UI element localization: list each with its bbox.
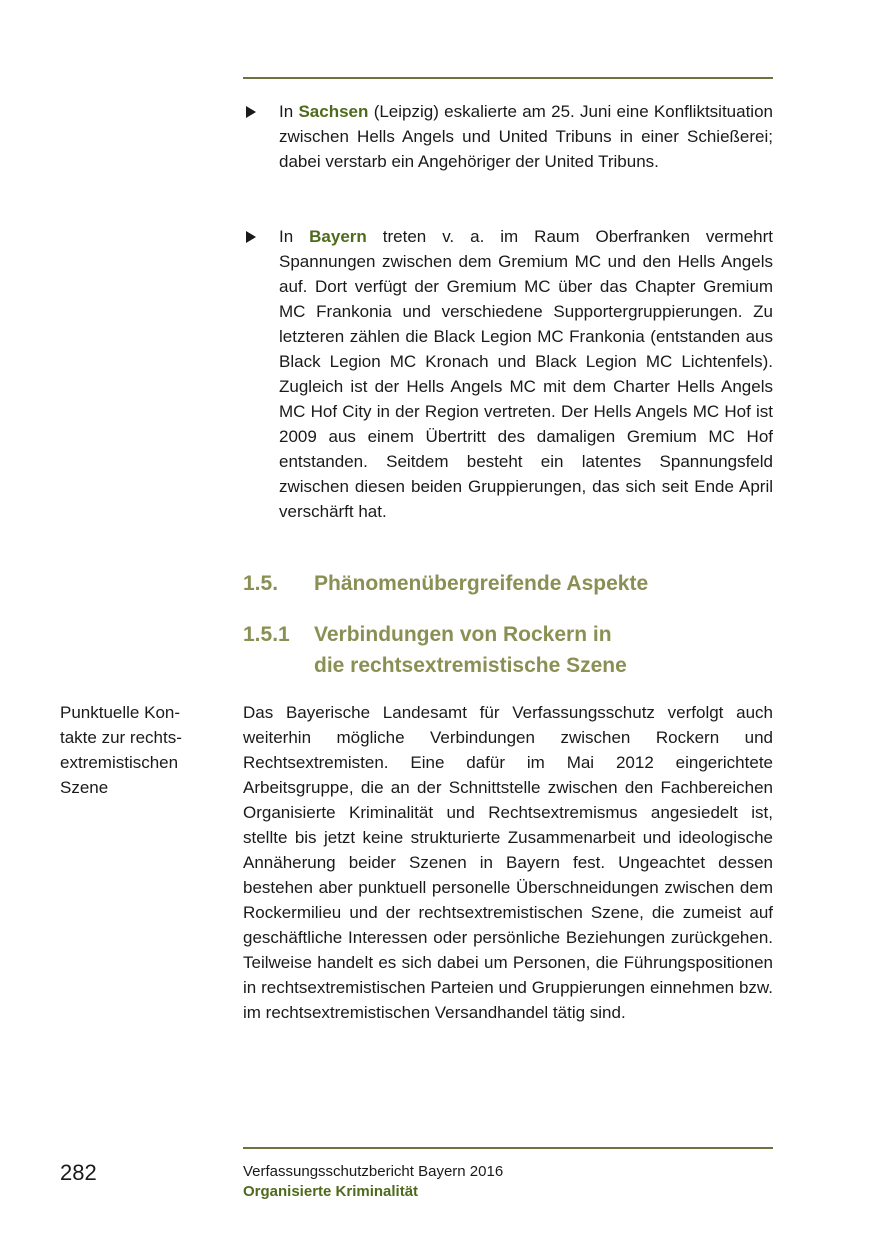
- footer-chapter: Organisierte Kriminalität: [243, 1183, 419, 1200]
- body-paragraph: Das Bayerische Landesamt für Verfassungsschutz verfolgt auch weiterhin mögliche Verbindungen zwischen Rockern und Rechtsextremisten. Eine dafür im Mai 2012 eingerichtete Arbeitsgruppe, die an der Schnittstelle zwischen den Fachbereichen Organisierte Kriminalität und Rechtsextremismus angesiedelt ist, stellte bis jetzt keine strukturierte Zusammenarbeit und ideologische Annäherung beider Szenen in Bayern fest. Ungeachtet dessen bestehen aber punktuell personelle Überschneidungen zwischen dem Rockermilieu und der rechtsextremistischen Szene, die zumeist auf geschäftliche Interessen oder persönliche Beziehungen zurückgehen. Teilweise handelt es sich dabei um Personen, die Führungspositionen in rechtsextremistischen Parteien und Gruppierungen einnehmen bzw. im rechtsextremistischen Versandhandel tätig sind.: [243, 703, 773, 1022]
- bullet-text: [279, 224, 773, 524]
- margin-note-line: Punktuelle Kon-: [60, 703, 181, 722]
- bullet-item-bayern: [243, 224, 773, 524]
- bullet-prefix: In: [279, 102, 299, 121]
- margin-note-line: Szene: [60, 778, 109, 797]
- footer: [243, 1162, 503, 1202]
- subsection-title-line1: Verbindungen von Rockern in: [314, 623, 612, 646]
- top-rule: [243, 77, 773, 79]
- subsection-heading: [243, 619, 773, 681]
- section-heading: [243, 568, 773, 599]
- margin-note: [60, 700, 210, 800]
- bullet-item-sachsen: [243, 99, 773, 174]
- triangle-bullet-icon: [246, 231, 256, 243]
- bullet-body: treten v. a. im Raum Oberfranken vermehrt Spannungen zwischen dem Gremium MC und den Hells Angels auf. Dort verfügt der Gremium MC über das Chapter Gremium MC Frankonia und verschiedene Supportergruppierungen. Zu letzteren zählen die Black Legion MC Frankonia (entstanden aus Black Legion MC Kronach und Black Legion MC Lichtenfels). Zugleich ist der Hells Angels MC mit dem Charter Hells Angels MC Hof City in der Region vertreten. Der Hells Angels MC Hof ist 2009 aus einem Übertritt des damaligen Gremium MC Hof entstanden. Seitdem besteht ein latentes Spannungsfeld zwischen diesen beiden Gruppierungen, das sich seit Ende April verschärft hat.: [279, 227, 774, 521]
- bullet-text: [279, 99, 773, 174]
- page-number: 282: [60, 1160, 97, 1185]
- bullet-highlight: Bayern: [309, 227, 367, 246]
- bullet-prefix: In: [279, 227, 310, 246]
- section-number: 1.5.: [243, 572, 279, 595]
- margin-note-line: takte zur rechts-: [60, 728, 182, 747]
- triangle-bullet-icon: [246, 106, 256, 118]
- subsection-number: 1.5.1: [243, 623, 290, 646]
- bullet-highlight: Sachsen: [298, 102, 369, 121]
- section-title: Phänomenübergreifende Aspekte: [314, 572, 649, 595]
- margin-note-line: extremistischen: [60, 753, 179, 772]
- bottom-rule: [243, 1147, 773, 1149]
- footer-publication: Verfassungsschutzbericht Bayern 2016: [243, 1163, 504, 1180]
- subsection-title-line2: die rechtsextremistische Szene: [314, 654, 627, 677]
- subsection-title: [314, 619, 773, 681]
- bullet-body: (Leipzig) eskalierte am 25. Juni eine Konfliktsituation zwischen Hells Angels und United Tribuns in einer Schießerei; dabei verstarb ein Angehöriger der United Tribuns.: [279, 102, 773, 171]
